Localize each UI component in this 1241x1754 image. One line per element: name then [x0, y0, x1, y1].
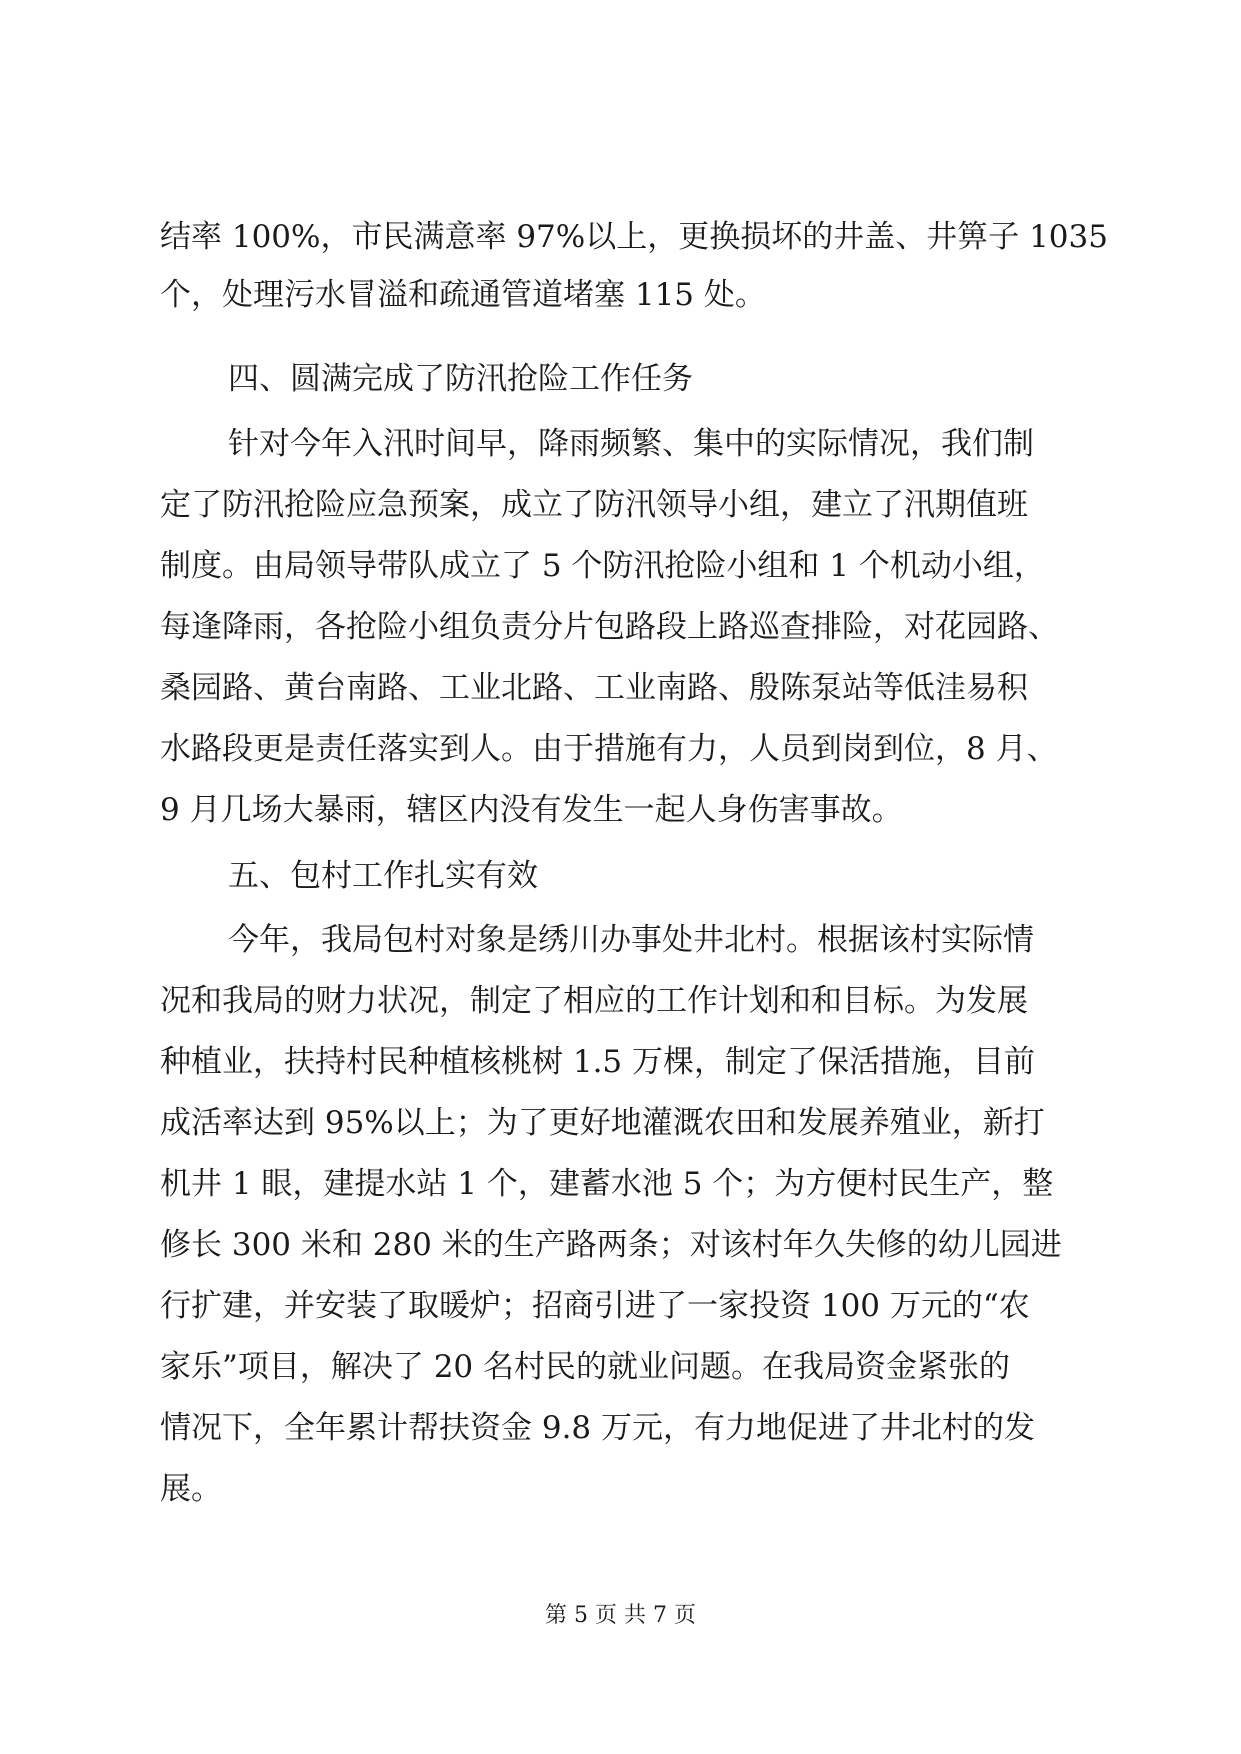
text-line: 9 月几场大暴雨，辖区内没有发生一起人身伤害事故。	[160, 792, 903, 828]
section-heading: 四、圆满完成了防汛抢险工作任务	[228, 361, 693, 397]
text-line: 种植业，扶持村民种植核桃树 1.5 万棵，制定了保活措施，目前	[160, 1044, 1036, 1080]
page-number-footer: 第 5 页 共 7 页	[545, 1603, 696, 1628]
text-line: 情况下，全年累计帮扶资金 9.8 万元，有力地促进了井北村的发	[160, 1410, 1036, 1446]
text-line: 每逢降雨，各抢险小组负责分片包路段上路巡查排险，对花园路、	[160, 609, 1059, 645]
section-heading: 五、包村工作扎实有效	[228, 858, 538, 894]
text-line: 成活率达到 95%以上；为了更好地灌溉农田和发展养殖业，新打	[160, 1105, 1045, 1141]
text-line: 结率 100%，市民满意率 97%以上，更换损坏的井盖、井箅子 1035	[160, 219, 1108, 255]
text-line: 修长 300 米和 280 米的生产路两条；对该村年久失修的幼儿园进	[160, 1227, 1062, 1263]
text-line: 今年，我局包村对象是绣川办事处井北村。根据该村实际情	[228, 922, 1034, 958]
text-line: 行扩建，并安装了取暖炉；招商引进了一家投资 100 万元的“农	[160, 1288, 1030, 1324]
text-line: 个，处理污水冒溢和疏通管道堵塞 115 处。	[160, 277, 766, 313]
text-line: 机井 1 眼，建提水站 1 个，建蓄水池 5 个；为方便村民生产，整	[160, 1166, 1054, 1202]
text-line: 制度。由局领导带队成立了 5 个防汛抢险小组和 1 个机动小组，	[160, 548, 1045, 584]
text-line: 桑园路、黄台南路、工业北路、工业南路、殷陈泵站等低洼易积	[160, 670, 1028, 706]
text-line: 况和我局的财力状况，制定了相应的工作计划和和目标。为发展	[160, 983, 1028, 1019]
text-line: 针对今年入汛时间早，降雨频繁、集中的实际情况，我们制	[228, 426, 1034, 462]
text-line: 展。	[160, 1471, 222, 1507]
text-line: 定了防汛抢险应急预案，成立了防汛领导小组，建立了汛期值班	[160, 487, 1028, 523]
text-line: 水路段更是责任落实到人。由于措施有力，人员到岗到位，8 月、	[160, 731, 1058, 767]
text-line: 家乐”项目，解决了 20 名村民的就业问题。在我局资金紧张的	[160, 1349, 1010, 1385]
